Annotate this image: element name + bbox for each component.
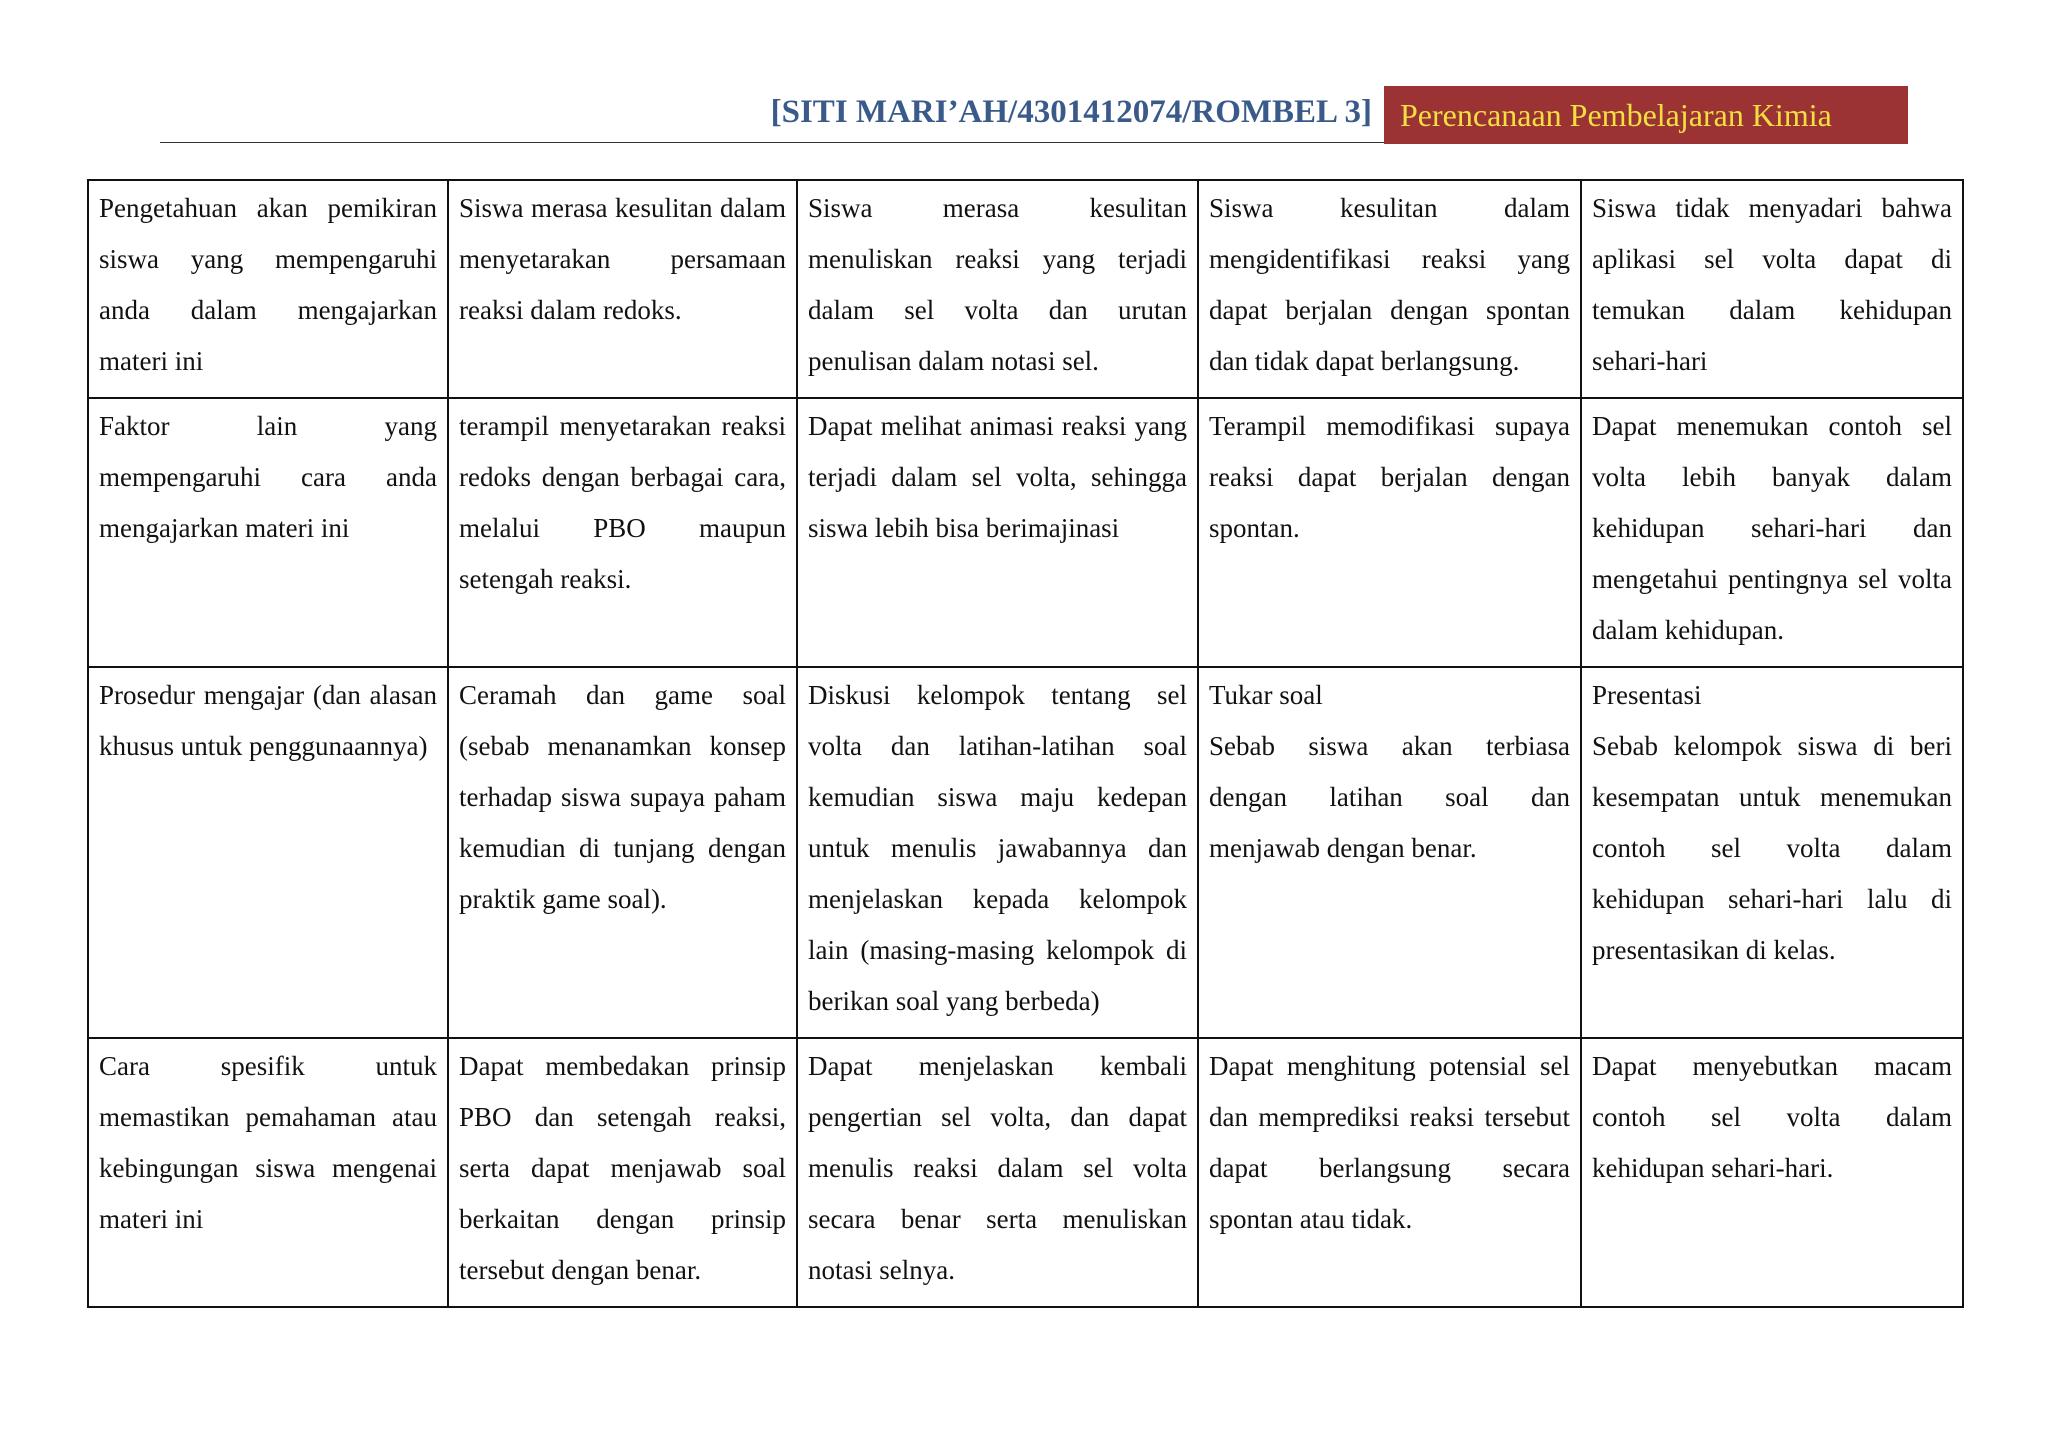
table-row bbox=[88, 180, 1963, 398]
table-cell bbox=[1581, 667, 1963, 1038]
table-cell bbox=[1198, 180, 1581, 398]
cell-text: Dapat menemukan contoh sel volta lebih banyak dalam kehidupan sehari-hari dan mengetahui pentingnya sel volta dalam kehidupan. bbox=[1592, 411, 1952, 645]
cell-text: Siswa tidak menyadari bahwa aplikasi sel volta dapat di temukan dalam kehidupan sehari-hari bbox=[1592, 193, 1952, 376]
lesson-plan-table bbox=[87, 179, 1964, 1308]
table-cell bbox=[448, 398, 797, 667]
cell-text: Dapat melihat animasi reaksi yang terjadi dalam sel volta, sehingga siswa lebih bisa berimajinasi bbox=[808, 411, 1187, 543]
header-author: [SITI MARI’AH/4301412074/ROMBEL 3] bbox=[770, 94, 1372, 130]
table-cell bbox=[448, 180, 797, 398]
cell-text: Cara spesifik untuk memastikan pemahaman atau kebingungan siswa mengenai materi ini bbox=[99, 1051, 437, 1234]
cell-text: Siswa merasa kesulitan menuliskan reaksi yang terjadi dalam sel volta dan urutan penulisan dalam notasi sel. bbox=[808, 193, 1187, 376]
cell-text: Diskusi kelompok tentang sel volta dan latihan-latihan soal kemudian siswa maju kedepan untuk menulis jawabannya dan menjelaskan kepada kelompok lain (masing-masing kelompok di berikan soal yang berbeda) bbox=[808, 680, 1187, 1016]
table-cell bbox=[1581, 1038, 1963, 1307]
page-header bbox=[160, 86, 1908, 146]
table-row bbox=[88, 398, 1963, 667]
table-cell bbox=[797, 398, 1198, 667]
table-cell bbox=[797, 180, 1198, 398]
cell-paragraph: Tukar soal bbox=[1209, 680, 1323, 710]
table-row bbox=[88, 667, 1963, 1038]
cell-text: Dapat membedakan prinsip PBO dan setengah reaksi, serta dapat menjawab soal berkaitan dengan prinsip tersebut dengan benar. bbox=[459, 1051, 786, 1285]
row-label-cell bbox=[88, 180, 448, 398]
cell-text bbox=[1209, 670, 1570, 874]
table-cell bbox=[1198, 667, 1581, 1038]
header-title-box bbox=[1384, 86, 1908, 144]
cell-text: Terampil memodifikasi supaya reaksi dapat berjalan dengan spontan. bbox=[1209, 411, 1570, 543]
table-cell bbox=[1581, 180, 1963, 398]
cell-text: Dapat menghitung potensial sel dan memprediksi reaksi tersebut dapat berlangsung secara spontan atau tidak. bbox=[1209, 1051, 1570, 1234]
row-label-cell bbox=[88, 398, 448, 667]
row-label-cell bbox=[88, 667, 448, 1038]
table-cell bbox=[1198, 398, 1581, 667]
cell-text: Pengetahuan akan pemikiran siswa yang mempengaruhi anda dalam mengajarkan materi ini bbox=[99, 193, 437, 376]
table-cell bbox=[1581, 398, 1963, 667]
cell-text: Prosedur mengajar (dan alasan khusus untuk penggunaannya) bbox=[99, 680, 437, 761]
table-row bbox=[88, 1038, 1963, 1307]
row-label-cell bbox=[88, 1038, 448, 1307]
table-cell bbox=[797, 1038, 1198, 1307]
cell-text: terampil menyetarakan reaksi redoks dengan berbagai cara, melalui PBO maupun setengah reaksi. bbox=[459, 411, 786, 594]
cell-text: Siswa kesulitan dalam mengidentifikasi reaksi yang dapat berjalan dengan spontan dan tidak dapat berlangsung. bbox=[1209, 193, 1570, 376]
cell-text: Dapat menyebutkan macam contoh sel volta dalam kehidupan sehari-hari. bbox=[1592, 1051, 1952, 1183]
table-cell bbox=[797, 667, 1198, 1038]
header-title: Perencanaan Pembelajaran Kimia bbox=[1400, 97, 1832, 133]
cell-text bbox=[1592, 670, 1952, 976]
cell-text: Faktor lain yang mempengaruhi cara anda mengajarkan materi ini bbox=[99, 411, 437, 543]
cell-text: Dapat menjelaskan kembali pengertian sel volta, dan dapat menulis reaksi dalam sel volta secara benar serta menuliskan notasi selnya. bbox=[808, 1051, 1187, 1285]
cell-paragraph: Sebab siswa akan terbiasa dengan latihan soal dan menjawab dengan benar. bbox=[1209, 731, 1570, 863]
cell-text: Siswa merasa kesulitan dalam menyetarakan persamaan reaksi dalam redoks. bbox=[459, 193, 786, 325]
cell-paragraph: Presentasi bbox=[1592, 680, 1702, 710]
table-cell bbox=[448, 1038, 797, 1307]
header-rule bbox=[160, 142, 1386, 143]
cell-text: Ceramah dan game soal (sebab menanamkan konsep terhadap siswa supaya paham kemudian di tunjang dengan praktik game soal). bbox=[459, 680, 786, 914]
cell-paragraph: Sebab kelompok siswa di beri kesempatan untuk menemukan contoh sel volta dalam kehidupan sehari-hari lalu di presentasikan di kelas. bbox=[1592, 731, 1952, 965]
table-cell bbox=[1198, 1038, 1581, 1307]
table-cell bbox=[448, 667, 797, 1038]
